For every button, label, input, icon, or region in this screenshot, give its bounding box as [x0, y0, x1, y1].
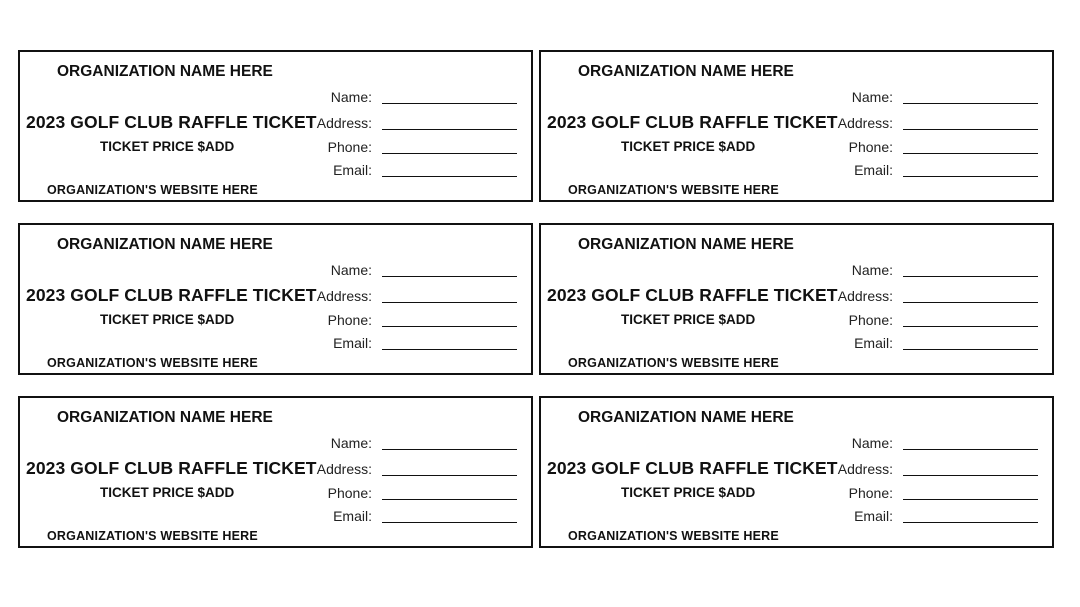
- name-line: [903, 276, 1038, 277]
- ticket-sheet: [18, 50, 1054, 548]
- raffle-ticket: [539, 396, 1054, 548]
- phone-label: Phone:: [848, 485, 893, 501]
- name-line: [382, 449, 517, 450]
- name-label: Name:: [330, 262, 372, 278]
- email-line: [903, 349, 1038, 350]
- raffle-ticket: [18, 223, 533, 375]
- email-line: [382, 176, 517, 177]
- address-label: Address:: [837, 115, 893, 131]
- address-label: Address:: [316, 461, 372, 477]
- ticket-title: 2023 GOLF CLUB RAFFLE TICKET: [26, 285, 317, 305]
- address-line: [903, 475, 1038, 476]
- raffle-ticket: [18, 50, 533, 202]
- name-label: Name:: [851, 262, 893, 278]
- phone-label: Phone:: [327, 139, 372, 155]
- ticket-title: 2023 GOLF CLUB RAFFLE TICKET: [547, 285, 838, 305]
- ticket-price: TICKET PRICE $ADD: [621, 485, 756, 500]
- name-line: [382, 276, 517, 277]
- organization-name: ORGANIZATION NAME HERE: [57, 409, 273, 426]
- phone-line: [382, 499, 517, 500]
- address-label: Address:: [837, 288, 893, 304]
- phone-line: [903, 153, 1038, 154]
- ticket-title: 2023 GOLF CLUB RAFFLE TICKET: [26, 112, 317, 132]
- address-line: [382, 302, 517, 303]
- email-label: Email:: [333, 335, 372, 351]
- email-line: [903, 522, 1038, 523]
- name-label: Name:: [851, 89, 893, 105]
- email-label: Email:: [854, 162, 893, 178]
- ticket-price: TICKET PRICE $ADD: [100, 139, 235, 154]
- organization-website: ORGANIZATION'S WEBSITE HERE: [47, 356, 258, 370]
- email-line: [903, 176, 1038, 177]
- name-label: Name:: [330, 435, 372, 451]
- raffle-ticket: [18, 396, 533, 548]
- organization-name: ORGANIZATION NAME HERE: [578, 409, 794, 426]
- ticket-price: TICKET PRICE $ADD: [100, 312, 235, 327]
- address-label: Address:: [316, 115, 372, 131]
- organization-website: ORGANIZATION'S WEBSITE HERE: [568, 529, 779, 543]
- phone-line: [903, 326, 1038, 327]
- ticket-title: 2023 GOLF CLUB RAFFLE TICKET: [547, 112, 838, 132]
- phone-label: Phone:: [327, 485, 372, 501]
- email-label: Email:: [854, 335, 893, 351]
- phone-label: Phone:: [848, 312, 893, 328]
- address-line: [903, 302, 1038, 303]
- ticket-title: 2023 GOLF CLUB RAFFLE TICKET: [26, 458, 317, 478]
- address-label: Address:: [316, 288, 372, 304]
- organization-website: ORGANIZATION'S WEBSITE HERE: [568, 183, 779, 197]
- email-label: Email:: [333, 508, 372, 524]
- ticket-price: TICKET PRICE $ADD: [621, 139, 756, 154]
- email-line: [382, 522, 517, 523]
- raffle-ticket: [539, 223, 1054, 375]
- email-label: Email:: [854, 508, 893, 524]
- name-line: [382, 103, 517, 104]
- phone-line: [382, 153, 517, 154]
- name-label: Name:: [851, 435, 893, 451]
- address-label: Address:: [837, 461, 893, 477]
- address-line: [382, 129, 517, 130]
- phone-label: Phone:: [327, 312, 372, 328]
- ticket-price: TICKET PRICE $ADD: [621, 312, 756, 327]
- email-line: [382, 349, 517, 350]
- raffle-ticket: [539, 50, 1054, 202]
- name-label: Name:: [330, 89, 372, 105]
- organization-website: ORGANIZATION'S WEBSITE HERE: [568, 356, 779, 370]
- phone-line: [903, 499, 1038, 500]
- organization-name: ORGANIZATION NAME HERE: [578, 63, 794, 80]
- ticket-price: TICKET PRICE $ADD: [100, 485, 235, 500]
- name-line: [903, 103, 1038, 104]
- organization-website: ORGANIZATION'S WEBSITE HERE: [47, 529, 258, 543]
- ticket-title: 2023 GOLF CLUB RAFFLE TICKET: [547, 458, 838, 478]
- name-line: [903, 449, 1038, 450]
- organization-name: ORGANIZATION NAME HERE: [57, 63, 273, 80]
- organization-name: ORGANIZATION NAME HERE: [57, 236, 273, 253]
- phone-line: [382, 326, 517, 327]
- address-line: [382, 475, 517, 476]
- organization-website: ORGANIZATION'S WEBSITE HERE: [47, 183, 258, 197]
- phone-label: Phone:: [848, 139, 893, 155]
- address-line: [903, 129, 1038, 130]
- email-label: Email:: [333, 162, 372, 178]
- organization-name: ORGANIZATION NAME HERE: [578, 236, 794, 253]
